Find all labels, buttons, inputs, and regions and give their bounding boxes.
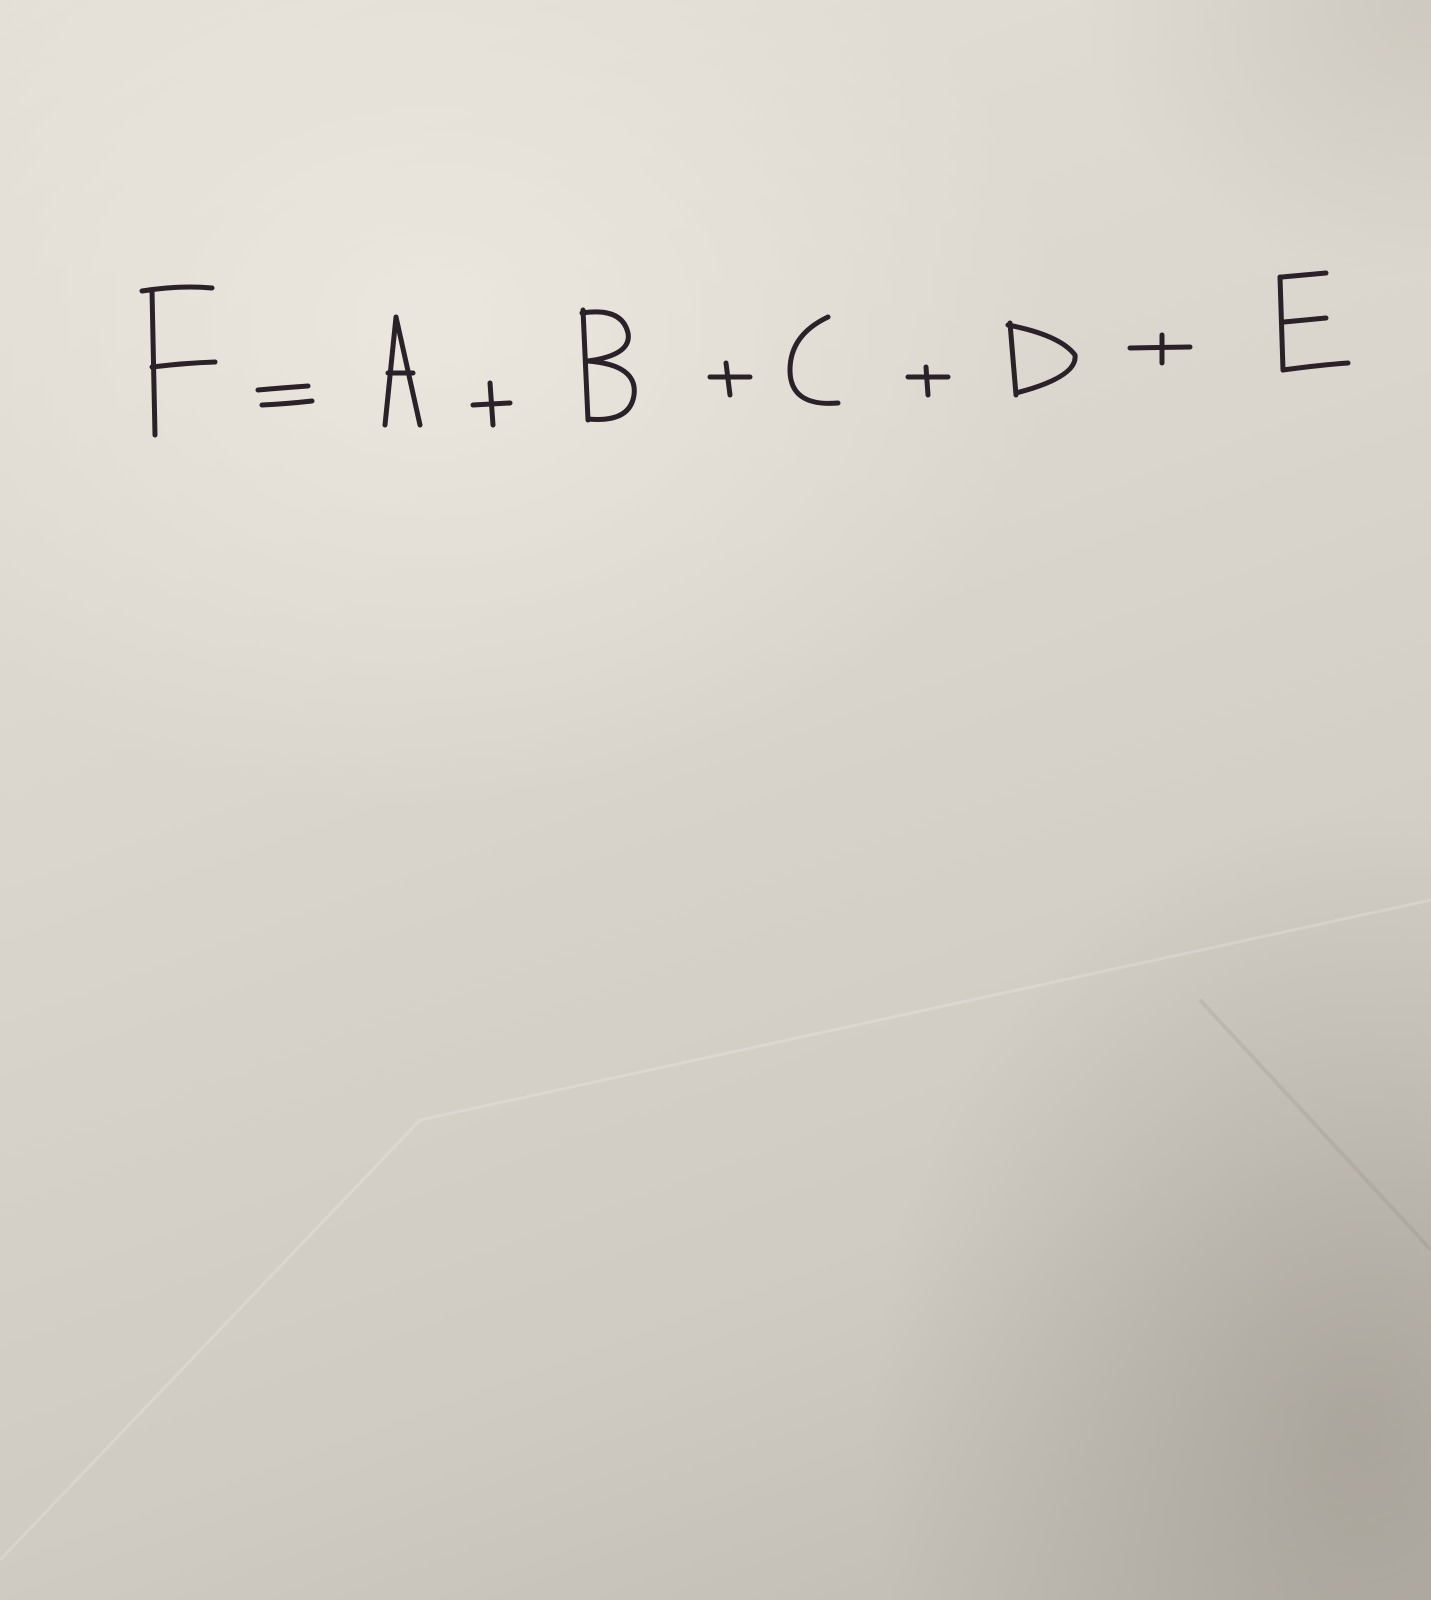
- letter-e: [1280, 273, 1348, 370]
- plus-sign-4: [1130, 335, 1190, 363]
- letter-b: [582, 310, 634, 420]
- letter-f: [142, 287, 215, 435]
- letter-d: [1008, 323, 1075, 395]
- plus-sign-1: [473, 383, 510, 425]
- handwritten-equation: [130, 255, 1390, 465]
- letter-c: [790, 317, 838, 403]
- plus-sign-3: [908, 367, 948, 395]
- equals-sign: [258, 386, 312, 405]
- plus-sign-2: [710, 363, 750, 395]
- letter-a: [385, 317, 420, 425]
